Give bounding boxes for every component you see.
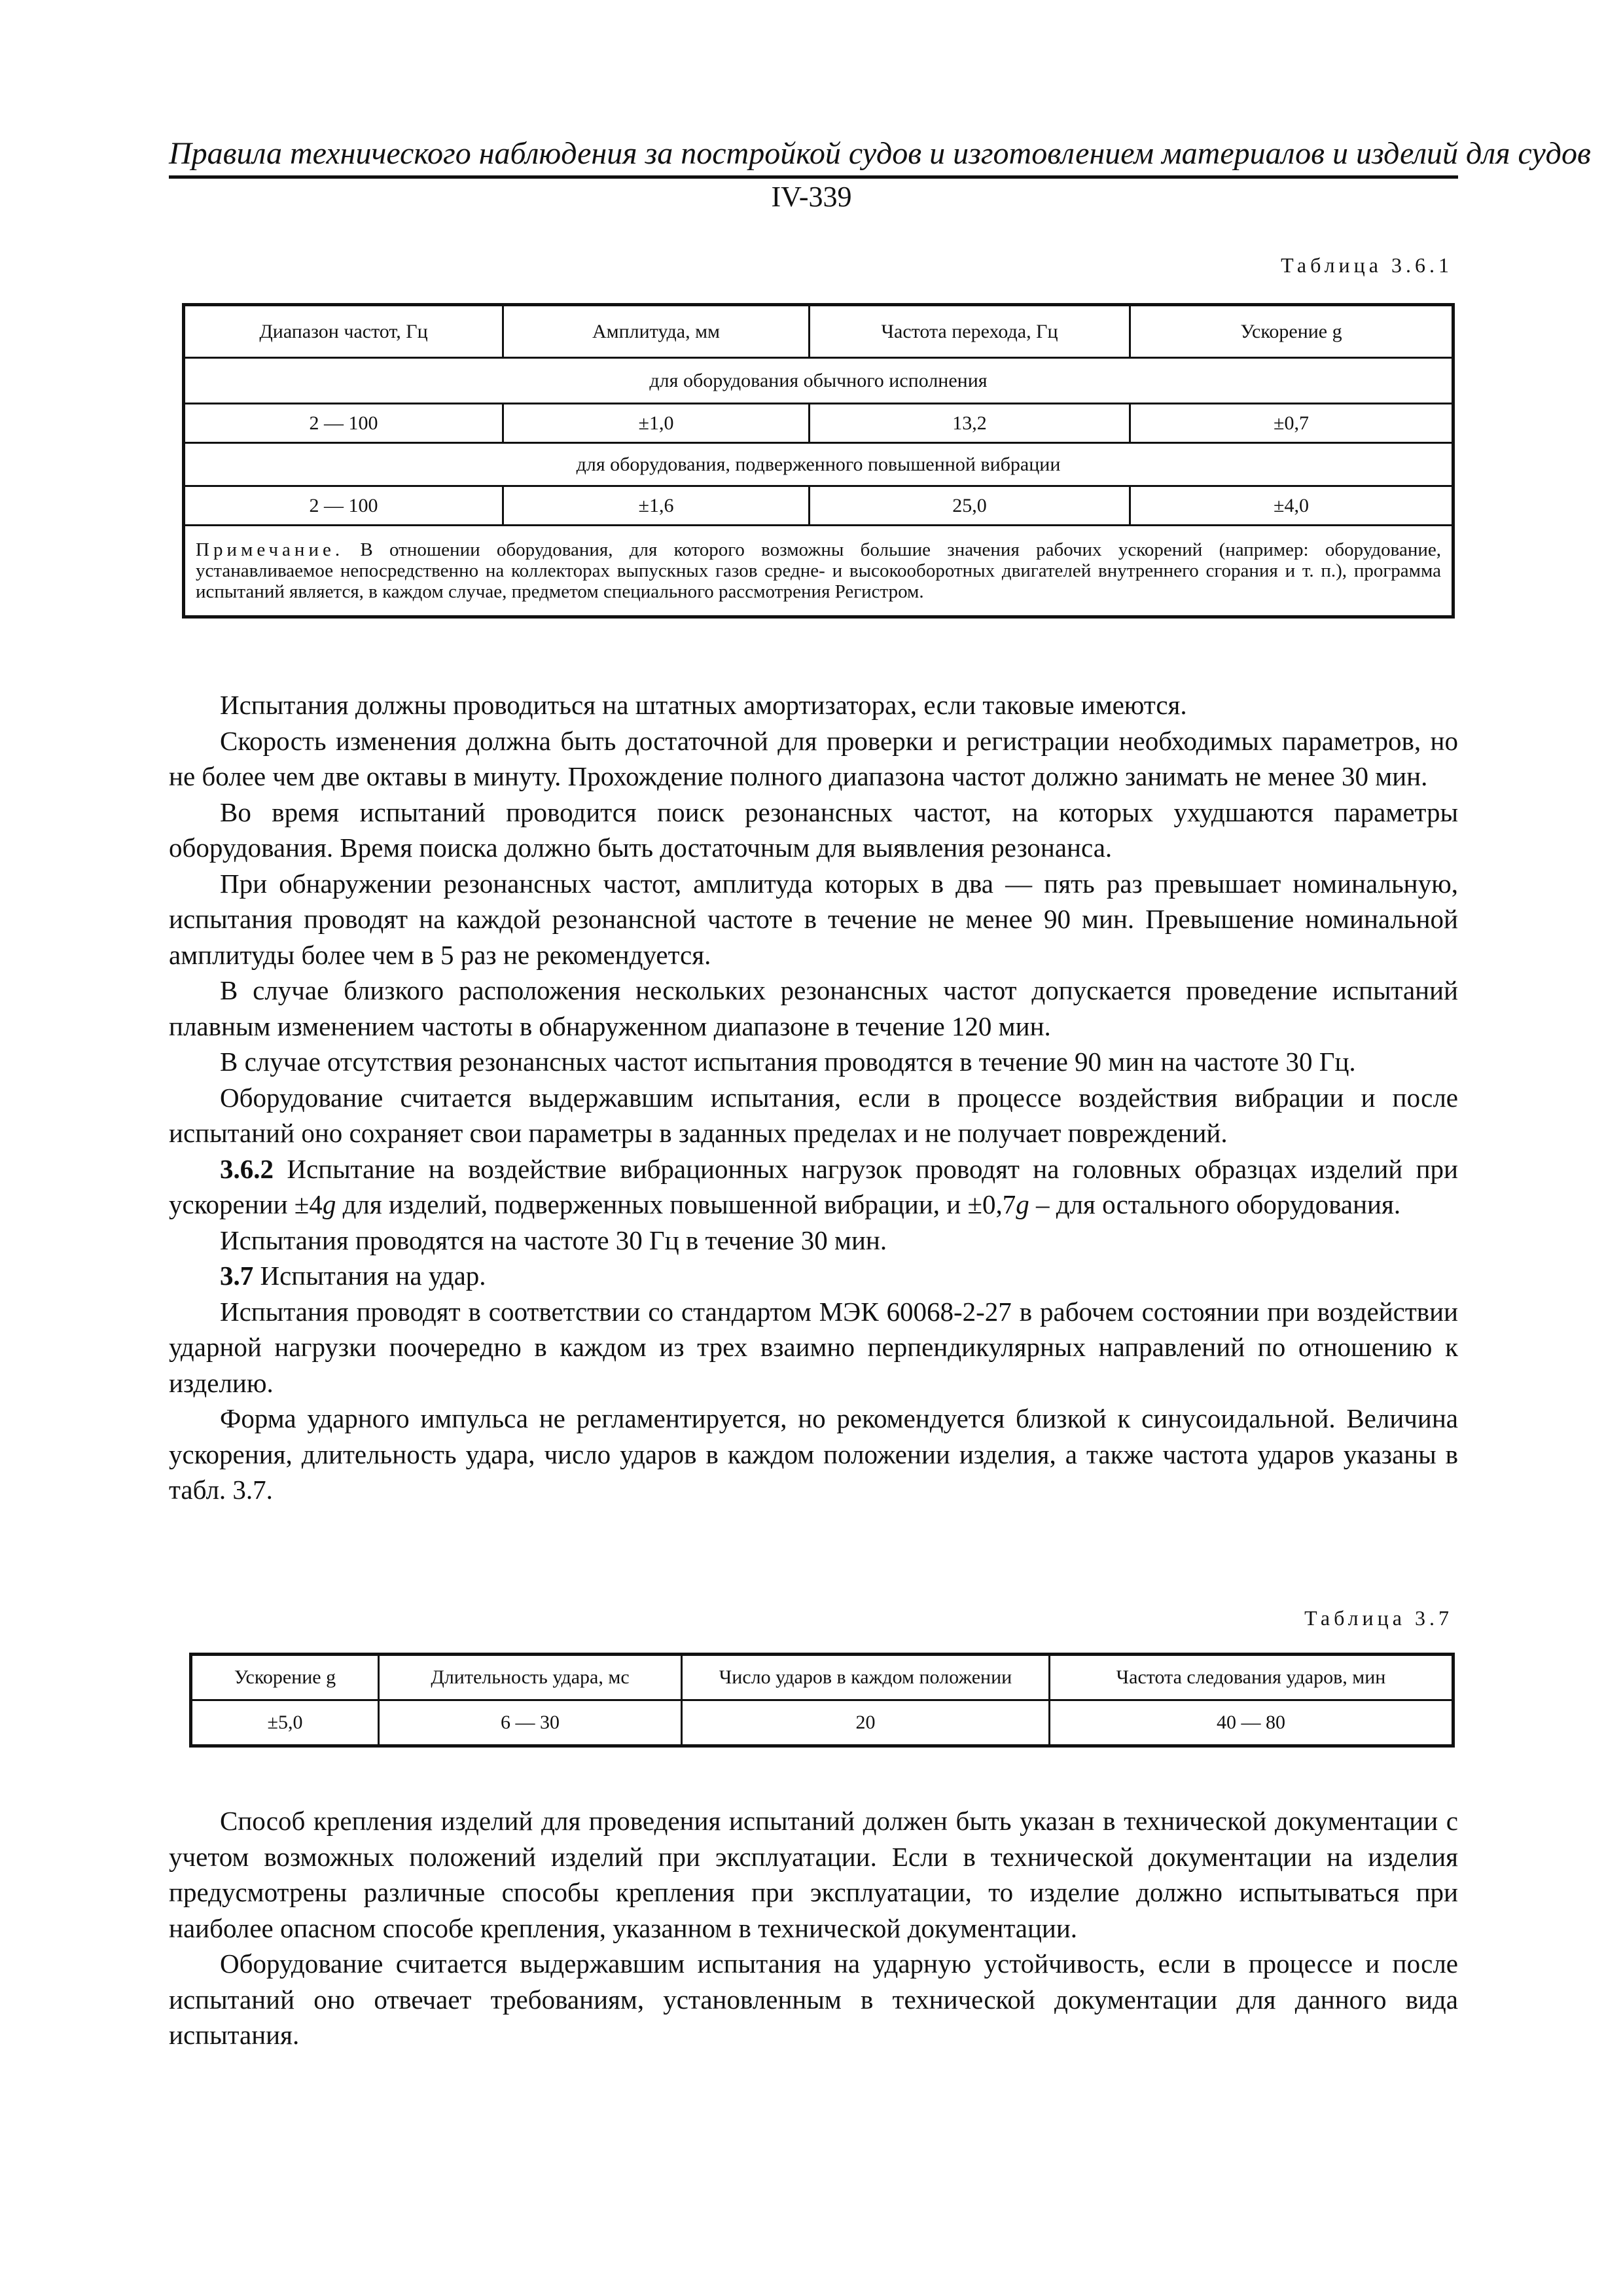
table-361-note <box>184 526 1454 617</box>
table-361-data-row-1 <box>184 404 1454 443</box>
body-text-a <box>169 687 1458 1508</box>
table-361-caption: Таблица 3.6.1 <box>1281 253 1453 277</box>
table-361-note-row <box>184 526 1454 617</box>
table-cell: 2 — 100 <box>184 486 503 526</box>
section-37-heading <box>169 1258 1458 1294</box>
table-cell: 6 — 30 <box>379 1700 682 1746</box>
section-362-paragraph <box>169 1151 1458 1223</box>
section-37-number: 3.7 <box>220 1261 254 1291</box>
paragraph: В случае отсутствия резонансных частот испытания проводятся в течение 90 мин на частоте 30 Гц. <box>220 1047 1356 1077</box>
section-362-g2: g <box>1016 1189 1029 1219</box>
paragraph: Оборудование считается выдержавшим испытания на ударную устойчивость, если в процессе и после испытаний оно отвечает требованиям, установленным в технической документации для данного вида испытания. <box>169 1948 1458 2050</box>
table-cell: 2 — 100 <box>184 404 503 443</box>
table-37 <box>189 1653 1455 1748</box>
paragraph: Во время испытаний проводится поиск резонансных частот, на которых ухудшаются параметры оборудования. Время поиска должно быть достаточным для выявления резонанса. <box>169 797 1458 863</box>
section-362-number: 3.6.2 <box>220 1153 274 1184</box>
table-361-group1-label: для оборудования обычного исполнения <box>184 358 1454 404</box>
table-37-data-row <box>191 1700 1454 1746</box>
paragraph: При обнаружении резонансных частот, амплитуда которых в два — пять раз превышает номинальную, испытания проводят на каждой резонансной частоте в течение не менее 90 мин. Превышение номинальной амплитуды более чем в 5 раз не рекомендуется. <box>169 868 1458 970</box>
table-37-col-duration: Длительность удара, мс <box>379 1655 682 1700</box>
paragraph: Форма ударного импульса не регламентируется, но рекомендуется близкой к синусоидальной. Величина ускорения, длительность удара, число ударов в каждом положении изделия, а также частота ударов указаны в табл. 3.7. <box>169 1403 1458 1505</box>
section-362-g1: g <box>322 1189 336 1219</box>
section-37-title: Испытания на удар. <box>260 1261 486 1291</box>
note-label: Примечание. <box>196 539 344 560</box>
table-361-col-crossover: Частота перехода, Гц <box>810 305 1130 358</box>
table-361-col-amplitude: Амплитуда, мм <box>503 305 810 358</box>
body-text-c <box>169 1803 1458 2053</box>
header-rule <box>169 175 1458 179</box>
table-361-group2-row <box>184 443 1454 486</box>
table-cell: 25,0 <box>810 486 1130 526</box>
paragraph: Испытания должны проводиться на штатных амортизаторах, если таковые имеются. <box>220 690 1187 720</box>
running-header: Правила технического наблюдения за постройкой судов и изготовлением материалов и изделий для судов <box>169 136 1591 171</box>
table-361 <box>182 303 1455 619</box>
paragraph: Скорость изменения должна быть достаточной для проверки и регистрации необходимых параметров, но не более чем две октавы в минуту. Прохождение полного диапазона частот должно занимать не менее 30 мин. <box>169 725 1458 791</box>
table-361-group2-label: для оборудования, подверженного повышенной вибрации <box>184 443 1454 486</box>
page-number: IV-339 <box>771 181 852 213</box>
table-37-col-acceleration: Ускорение g <box>191 1655 379 1700</box>
table-cell: ±5,0 <box>191 1700 379 1746</box>
table-37-caption: Таблица 3.7 <box>1304 1606 1453 1630</box>
table-cell: 20 <box>682 1700 1050 1746</box>
paragraph: Испытания проводят в соответствии со стандартом МЭК 60068-2-27 в рабочем состоянии при воздействии ударной нагрузки поочередно в каждом из трех взаимно перпендикулярных направлений по отношению к изделию. <box>169 1296 1458 1398</box>
table-361-col-acceleration: Ускорение g <box>1130 305 1454 358</box>
table-361-data-row-2 <box>184 486 1454 526</box>
paragraph: Испытания проводятся на частоте 30 Гц в течение 30 мин. <box>220 1225 887 1255</box>
table-361-col-range: Диапазон частот, Гц <box>184 305 503 358</box>
table-37-col-count: Число ударов в каждом положении <box>682 1655 1050 1700</box>
table-361-header-row <box>184 305 1454 358</box>
table-cell: ±0,7 <box>1130 404 1454 443</box>
table-cell: ±4,0 <box>1130 486 1454 526</box>
paragraph: В случае близкого расположения нескольких резонансных частот допускается проведение испытаний плавным изменением частоты в обнаруженном диапазоне в течение 120 мин. <box>169 975 1458 1041</box>
paragraph: Способ крепления изделий для проведения испытаний должен быть указан в технической документации с учетом возможных положений изделий при эксплуатации. Если в технической документации на изделия предусмотрены различные способы крепления при эксплуатации, то изделие должно испытываться при наиболее опасном способе крепления, указанном в технической документации. <box>169 1806 1458 1943</box>
table-361-group1-row <box>184 358 1454 404</box>
section-362-text-3: – для остального оборудования. <box>1029 1189 1401 1219</box>
paragraph: Оборудование считается выдержавшим испытания, если в процессе воздействия вибрации и после испытаний оно сохраняет свои параметры в заданных пределах и не получает повреждений. <box>169 1082 1458 1148</box>
table-cell: ±1,0 <box>503 404 810 443</box>
note-text: В отношении оборудования, для которого возможны большие значения рабочих ускорений (например: оборудование, устанавливаемое непосредственно на коллекторах выпускных газов средне- и высокооборотных двигателей внутреннего сгорания и т. п.), программа испытаний является, в каждом случае, предметом специального рассмотрения Регистром. <box>196 539 1441 602</box>
table-cell: ±1,6 <box>503 486 810 526</box>
table-37-header-row <box>191 1655 1454 1700</box>
table-37-col-frequency: Частота следования ударов, мин <box>1050 1655 1454 1700</box>
section-362-text-2: для изделий, подверженных повышенной вибрации, и ±0,7 <box>336 1189 1016 1219</box>
table-cell: 40 — 80 <box>1050 1700 1454 1746</box>
section-362-text-1: Испытание на воздействие вибрационных нагрузок проводят на головных образцах изделий при ускорении ±4 <box>169 1153 1458 1219</box>
table-cell: 13,2 <box>810 404 1130 443</box>
